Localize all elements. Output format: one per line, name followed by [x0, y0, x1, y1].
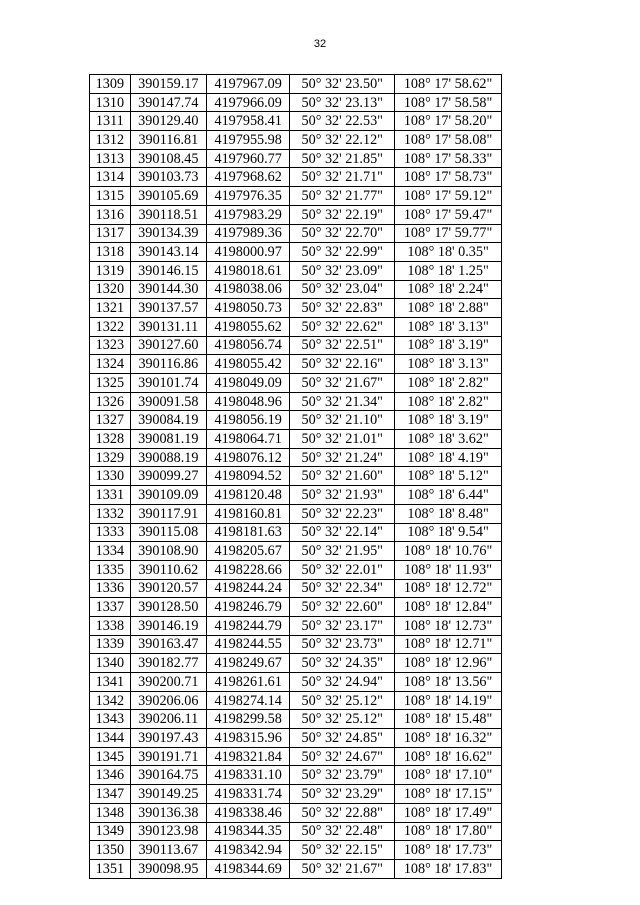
longitude-cell: 108° 18' 0.35" [395, 243, 502, 262]
latitude-cell: 50° 32' 24.85" [290, 729, 395, 748]
y-coordinate-cell: 4197989.36 [206, 224, 289, 243]
table-row [90, 243, 502, 262]
longitude-cell: 108° 17' 58.58" [395, 93, 502, 112]
table-row [90, 691, 502, 710]
x-coordinate-cell: 390197.43 [130, 729, 206, 748]
y-coordinate-cell: 4198344.35 [206, 822, 289, 841]
table-row [90, 710, 502, 729]
longitude-cell: 108° 18' 2.82" [395, 392, 502, 411]
table-row [90, 785, 502, 804]
table-row [90, 635, 502, 654]
longitude-cell: 108° 18' 16.62" [395, 747, 502, 766]
point-number-cell: 1319 [90, 261, 131, 280]
point-number-cell: 1331 [90, 486, 131, 505]
table-row [90, 579, 502, 598]
latitude-cell: 50° 32' 23.73" [290, 635, 395, 654]
table-row [90, 187, 502, 206]
x-coordinate-cell: 390109.09 [130, 486, 206, 505]
y-coordinate-cell: 4198181.63 [206, 523, 289, 542]
longitude-cell: 108° 18' 2.88" [395, 299, 502, 318]
longitude-cell: 108° 17' 59.77" [395, 224, 502, 243]
y-coordinate-cell: 4198056.19 [206, 411, 289, 430]
point-number-cell: 1327 [90, 411, 131, 430]
table-row [90, 486, 502, 505]
longitude-cell: 108° 18' 3.13" [395, 355, 502, 374]
y-coordinate-cell: 4198050.73 [206, 299, 289, 318]
point-number-cell: 1332 [90, 504, 131, 523]
latitude-cell: 50° 32' 22.83" [290, 299, 395, 318]
latitude-cell: 50° 32' 23.50" [290, 75, 395, 94]
point-number-cell: 1345 [90, 747, 131, 766]
longitude-cell: 108° 18' 12.73" [395, 616, 502, 635]
table-row [90, 673, 502, 692]
coordinates-table [89, 74, 502, 879]
y-coordinate-cell: 4198244.24 [206, 579, 289, 598]
latitude-cell: 50° 32' 22.34" [290, 579, 395, 598]
longitude-cell: 108° 17' 58.33" [395, 149, 502, 168]
x-coordinate-cell: 390159.17 [130, 75, 206, 94]
longitude-cell: 108° 18' 12.72" [395, 579, 502, 598]
y-coordinate-cell: 4198228.66 [206, 560, 289, 579]
point-number-cell: 1326 [90, 392, 131, 411]
longitude-cell: 108° 18' 2.24" [395, 280, 502, 299]
x-coordinate-cell: 390108.90 [130, 542, 206, 561]
longitude-cell: 108° 17' 59.47" [395, 205, 502, 224]
x-coordinate-cell: 390128.50 [130, 598, 206, 617]
x-coordinate-cell: 390129.40 [130, 112, 206, 131]
table-row [90, 654, 502, 673]
latitude-cell: 50° 32' 22.15" [290, 841, 395, 860]
longitude-cell: 108° 17' 58.08" [395, 131, 502, 150]
longitude-cell: 108° 18' 12.71" [395, 635, 502, 654]
y-coordinate-cell: 4198274.14 [206, 691, 289, 710]
table-row [90, 542, 502, 561]
latitude-cell: 50° 32' 23.13" [290, 93, 395, 112]
point-number-cell: 1316 [90, 205, 131, 224]
point-number-cell: 1329 [90, 448, 131, 467]
x-coordinate-cell: 390206.06 [130, 691, 206, 710]
y-coordinate-cell: 4198244.79 [206, 616, 289, 635]
table-row [90, 747, 502, 766]
y-coordinate-cell: 4198076.12 [206, 448, 289, 467]
latitude-cell: 50° 32' 22.48" [290, 822, 395, 841]
y-coordinate-cell: 4198049.09 [206, 374, 289, 393]
longitude-cell: 108° 17' 58.62" [395, 75, 502, 94]
point-number-cell: 1321 [90, 299, 131, 318]
table-row [90, 729, 502, 748]
point-number-cell: 1333 [90, 523, 131, 542]
longitude-cell: 108° 18' 3.19" [395, 336, 502, 355]
x-coordinate-cell: 390206.11 [130, 710, 206, 729]
x-coordinate-cell: 390098.95 [130, 859, 206, 878]
latitude-cell: 50° 32' 23.79" [290, 766, 395, 785]
x-coordinate-cell: 390084.19 [130, 411, 206, 430]
latitude-cell: 50° 32' 21.24" [290, 448, 395, 467]
x-coordinate-cell: 390123.98 [130, 822, 206, 841]
point-number-cell: 1349 [90, 822, 131, 841]
point-number-cell: 1310 [90, 93, 131, 112]
x-coordinate-cell: 390081.19 [130, 430, 206, 449]
latitude-cell: 50° 32' 22.88" [290, 803, 395, 822]
latitude-cell: 50° 32' 22.62" [290, 317, 395, 336]
point-number-cell: 1320 [90, 280, 131, 299]
latitude-cell: 50° 32' 22.19" [290, 205, 395, 224]
table-row [90, 504, 502, 523]
latitude-cell: 50° 32' 23.17" [290, 616, 395, 635]
y-coordinate-cell: 4197955.98 [206, 131, 289, 150]
y-coordinate-cell: 4198056.74 [206, 336, 289, 355]
x-coordinate-cell: 390137.57 [130, 299, 206, 318]
y-coordinate-cell: 4198120.48 [206, 486, 289, 505]
longitude-cell: 108° 18' 6.44" [395, 486, 502, 505]
longitude-cell: 108° 18' 3.19" [395, 411, 502, 430]
longitude-cell: 108° 18' 1.25" [395, 261, 502, 280]
y-coordinate-cell: 4198064.71 [206, 430, 289, 449]
y-coordinate-cell: 4198205.67 [206, 542, 289, 561]
point-number-cell: 1342 [90, 691, 131, 710]
table-row [90, 822, 502, 841]
longitude-cell: 108° 18' 13.56" [395, 673, 502, 692]
latitude-cell: 50° 32' 21.10" [290, 411, 395, 430]
x-coordinate-cell: 390091.58 [130, 392, 206, 411]
table-row [90, 336, 502, 355]
y-coordinate-cell: 4198094.52 [206, 467, 289, 486]
y-coordinate-cell: 4198299.58 [206, 710, 289, 729]
point-number-cell: 1347 [90, 785, 131, 804]
point-number-cell: 1313 [90, 149, 131, 168]
point-number-cell: 1346 [90, 766, 131, 785]
y-coordinate-cell: 4197966.09 [206, 93, 289, 112]
table-row [90, 374, 502, 393]
longitude-cell: 108° 18' 17.83" [395, 859, 502, 878]
table-row [90, 261, 502, 280]
longitude-cell: 108° 18' 3.13" [395, 317, 502, 336]
latitude-cell: 50° 32' 24.94" [290, 673, 395, 692]
table-row [90, 392, 502, 411]
latitude-cell: 50° 32' 21.71" [290, 168, 395, 187]
longitude-cell: 108° 18' 4.19" [395, 448, 502, 467]
y-coordinate-cell: 4198246.79 [206, 598, 289, 617]
point-number-cell: 1340 [90, 654, 131, 673]
y-coordinate-cell: 4198331.74 [206, 785, 289, 804]
page-number: 32 [313, 38, 327, 50]
longitude-cell: 108° 18' 11.93" [395, 560, 502, 579]
y-coordinate-cell: 4197958.41 [206, 112, 289, 131]
latitude-cell: 50° 32' 21.67" [290, 374, 395, 393]
x-coordinate-cell: 390120.57 [130, 579, 206, 598]
y-coordinate-cell: 4198321.84 [206, 747, 289, 766]
y-coordinate-cell: 4198055.62 [206, 317, 289, 336]
y-coordinate-cell: 4198038.06 [206, 280, 289, 299]
latitude-cell: 50° 32' 21.60" [290, 467, 395, 486]
table-row [90, 411, 502, 430]
x-coordinate-cell: 390088.19 [130, 448, 206, 467]
y-coordinate-cell: 4198244.55 [206, 635, 289, 654]
x-coordinate-cell: 390146.19 [130, 616, 206, 635]
table-row [90, 859, 502, 878]
x-coordinate-cell: 390200.71 [130, 673, 206, 692]
point-number-cell: 1338 [90, 616, 131, 635]
y-coordinate-cell: 4198000.97 [206, 243, 289, 262]
x-coordinate-cell: 390127.60 [130, 336, 206, 355]
longitude-cell: 108° 18' 16.32" [395, 729, 502, 748]
longitude-cell: 108° 17' 58.73" [395, 168, 502, 187]
x-coordinate-cell: 390134.39 [130, 224, 206, 243]
table-row [90, 317, 502, 336]
table-row [90, 112, 502, 131]
longitude-cell: 108° 18' 10.76" [395, 542, 502, 561]
longitude-cell: 108° 18' 14.19" [395, 691, 502, 710]
table-row [90, 598, 502, 617]
point-number-cell: 1325 [90, 374, 131, 393]
point-number-cell: 1337 [90, 598, 131, 617]
point-number-cell: 1322 [90, 317, 131, 336]
y-coordinate-cell: 4198048.96 [206, 392, 289, 411]
x-coordinate-cell: 390149.25 [130, 785, 206, 804]
latitude-cell: 50° 32' 21.34" [290, 392, 395, 411]
latitude-cell: 50° 32' 22.70" [290, 224, 395, 243]
point-number-cell: 1312 [90, 131, 131, 150]
point-number-cell: 1344 [90, 729, 131, 748]
table-row [90, 131, 502, 150]
latitude-cell: 50° 32' 22.01" [290, 560, 395, 579]
latitude-cell: 50° 32' 22.51" [290, 336, 395, 355]
y-coordinate-cell: 4198315.96 [206, 729, 289, 748]
table-row [90, 467, 502, 486]
table-row [90, 149, 502, 168]
point-number-cell: 1335 [90, 560, 131, 579]
x-coordinate-cell: 390105.69 [130, 187, 206, 206]
table-row [90, 280, 502, 299]
table-row [90, 523, 502, 542]
latitude-cell: 50° 32' 23.04" [290, 280, 395, 299]
table-row [90, 93, 502, 112]
latitude-cell: 50° 32' 23.09" [290, 261, 395, 280]
point-number-cell: 1317 [90, 224, 131, 243]
x-coordinate-cell: 390116.81 [130, 131, 206, 150]
latitude-cell: 50° 32' 25.12" [290, 710, 395, 729]
latitude-cell: 50° 32' 22.23" [290, 504, 395, 523]
point-number-cell: 1334 [90, 542, 131, 561]
point-number-cell: 1336 [90, 579, 131, 598]
latitude-cell: 50° 32' 21.95" [290, 542, 395, 561]
table-row [90, 766, 502, 785]
y-coordinate-cell: 4197983.29 [206, 205, 289, 224]
y-coordinate-cell: 4198338.46 [206, 803, 289, 822]
y-coordinate-cell: 4198261.61 [206, 673, 289, 692]
x-coordinate-cell: 390115.08 [130, 523, 206, 542]
x-coordinate-cell: 390164.75 [130, 766, 206, 785]
x-coordinate-cell: 390118.51 [130, 205, 206, 224]
longitude-cell: 108° 17' 58.20" [395, 112, 502, 131]
latitude-cell: 50° 32' 25.12" [290, 691, 395, 710]
x-coordinate-cell: 390101.74 [130, 374, 206, 393]
y-coordinate-cell: 4198331.10 [206, 766, 289, 785]
x-coordinate-cell: 390131.11 [130, 317, 206, 336]
y-coordinate-cell: 4198342.94 [206, 841, 289, 860]
latitude-cell: 50° 32' 21.93" [290, 486, 395, 505]
table-row [90, 168, 502, 187]
latitude-cell: 50° 32' 22.14" [290, 523, 395, 542]
latitude-cell: 50° 32' 22.53" [290, 112, 395, 131]
point-number-cell: 1348 [90, 803, 131, 822]
longitude-cell: 108° 18' 17.49" [395, 803, 502, 822]
latitude-cell: 50° 32' 22.60" [290, 598, 395, 617]
longitude-cell: 108° 18' 17.15" [395, 785, 502, 804]
point-number-cell: 1341 [90, 673, 131, 692]
y-coordinate-cell: 4197968.62 [206, 168, 289, 187]
latitude-cell: 50° 32' 22.16" [290, 355, 395, 374]
x-coordinate-cell: 390103.73 [130, 168, 206, 187]
point-number-cell: 1314 [90, 168, 131, 187]
longitude-cell: 108° 18' 2.82" [395, 374, 502, 393]
x-coordinate-cell: 390182.77 [130, 654, 206, 673]
point-number-cell: 1323 [90, 336, 131, 355]
y-coordinate-cell: 4197976.35 [206, 187, 289, 206]
latitude-cell: 50° 32' 21.67" [290, 859, 395, 878]
y-coordinate-cell: 4198249.67 [206, 654, 289, 673]
point-number-cell: 1311 [90, 112, 131, 131]
x-coordinate-cell: 390146.15 [130, 261, 206, 280]
y-coordinate-cell: 4198160.81 [206, 504, 289, 523]
x-coordinate-cell: 390143.14 [130, 243, 206, 262]
x-coordinate-cell: 390110.62 [130, 560, 206, 579]
x-coordinate-cell: 390108.45 [130, 149, 206, 168]
point-number-cell: 1343 [90, 710, 131, 729]
table-row [90, 430, 502, 449]
longitude-cell: 108° 17' 59.12" [395, 187, 502, 206]
longitude-cell: 108° 18' 17.73" [395, 841, 502, 860]
longitude-cell: 108° 18' 12.96" [395, 654, 502, 673]
latitude-cell: 50° 32' 24.35" [290, 654, 395, 673]
x-coordinate-cell: 390136.38 [130, 803, 206, 822]
table-row [90, 448, 502, 467]
latitude-cell: 50° 32' 24.67" [290, 747, 395, 766]
point-number-cell: 1328 [90, 430, 131, 449]
longitude-cell: 108° 18' 9.54" [395, 523, 502, 542]
longitude-cell: 108° 18' 3.62" [395, 430, 502, 449]
coordinates-table-body [90, 75, 502, 879]
y-coordinate-cell: 4197960.77 [206, 149, 289, 168]
longitude-cell: 108° 18' 17.80" [395, 822, 502, 841]
point-number-cell: 1318 [90, 243, 131, 262]
x-coordinate-cell: 390113.67 [130, 841, 206, 860]
latitude-cell: 50° 32' 21.77" [290, 187, 395, 206]
longitude-cell: 108° 18' 15.48" [395, 710, 502, 729]
point-number-cell: 1351 [90, 859, 131, 878]
y-coordinate-cell: 4197967.09 [206, 75, 289, 94]
table-row [90, 560, 502, 579]
point-number-cell: 1315 [90, 187, 131, 206]
x-coordinate-cell: 390116.86 [130, 355, 206, 374]
table-row [90, 224, 502, 243]
latitude-cell: 50° 32' 21.85" [290, 149, 395, 168]
x-coordinate-cell: 390099.27 [130, 467, 206, 486]
table-row [90, 841, 502, 860]
longitude-cell: 108° 18' 8.48" [395, 504, 502, 523]
point-number-cell: 1309 [90, 75, 131, 94]
latitude-cell: 50° 32' 22.12" [290, 131, 395, 150]
y-coordinate-cell: 4198055.42 [206, 355, 289, 374]
point-number-cell: 1324 [90, 355, 131, 374]
point-number-cell: 1330 [90, 467, 131, 486]
table-row [90, 803, 502, 822]
table-row [90, 355, 502, 374]
x-coordinate-cell: 390117.91 [130, 504, 206, 523]
x-coordinate-cell: 390191.71 [130, 747, 206, 766]
latitude-cell: 50° 32' 23.29" [290, 785, 395, 804]
x-coordinate-cell: 390144.30 [130, 280, 206, 299]
table-row [90, 205, 502, 224]
longitude-cell: 108° 18' 5.12" [395, 467, 502, 486]
point-number-cell: 1339 [90, 635, 131, 654]
table-row [90, 299, 502, 318]
table-row [90, 616, 502, 635]
y-coordinate-cell: 4198344.69 [206, 859, 289, 878]
longitude-cell: 108° 18' 17.10" [395, 766, 502, 785]
longitude-cell: 108° 18' 12.84" [395, 598, 502, 617]
latitude-cell: 50° 32' 22.99" [290, 243, 395, 262]
table-row [90, 75, 502, 94]
point-number-cell: 1350 [90, 841, 131, 860]
latitude-cell: 50° 32' 21.01" [290, 430, 395, 449]
x-coordinate-cell: 390147.74 [130, 93, 206, 112]
y-coordinate-cell: 4198018.61 [206, 261, 289, 280]
x-coordinate-cell: 390163.47 [130, 635, 206, 654]
